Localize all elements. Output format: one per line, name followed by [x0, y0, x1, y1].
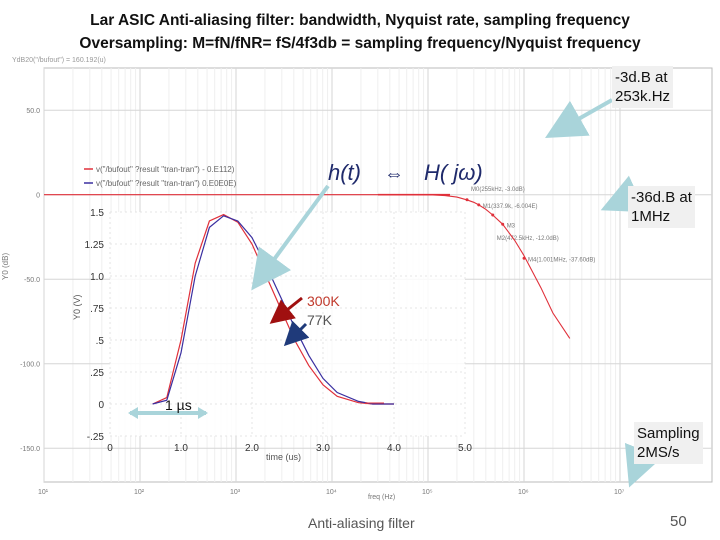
time-y-tick-label: 1.5 [90, 208, 104, 219]
callout-3db-line2: 253k.Hz [615, 88, 671, 105]
freq-x-tick-label: 10⁶ [518, 489, 529, 496]
callout-36db [628, 186, 695, 228]
time-y-tick-label: .25 [90, 368, 104, 379]
callout-sampling-line1: Sampling [637, 425, 700, 442]
time-y-tick-label: -.25 [86, 432, 104, 443]
freq-marker-label: M2(472.5kHz, -12.0dB) [496, 236, 559, 243]
time-x-tick-label: 4.0 [387, 443, 401, 454]
freq-marker-label: M1(337.9k, -6.004E) [482, 203, 538, 210]
freq-marker-label: M0(255kHz, -3.0dB) [471, 186, 525, 193]
time-x-axis-label: time (us) [266, 452, 302, 462]
callout-36db-line2: 1MHz [631, 208, 671, 225]
callout-36db-line1: -36d.B at [631, 189, 692, 206]
equation-arrow: ⇔ [384, 163, 404, 185]
time-x-tick-label: 2.0 [245, 443, 259, 454]
time-x-tick-label: 5.0 [458, 443, 472, 454]
freq-x-tick-label: 10³ [230, 489, 241, 496]
freq-marker-label: M4(1.001MHz, -37.60dB) [528, 257, 596, 264]
freq-header: YdB20("/bufout") = 160.192(u) [12, 57, 106, 64]
time-y-tick-label: 1.0 [90, 272, 104, 283]
time-y-axis-label: Y0 (V) [72, 294, 82, 320]
callout-3db-line1: -3d.B at [615, 69, 668, 86]
callout-3db [612, 66, 673, 108]
time-y-tick-label: .75 [90, 304, 104, 315]
freq-x-tick-label: 10¹ [38, 489, 49, 496]
time-y-tick-label: .5 [95, 336, 104, 347]
title-prefix: Oversampling: [79, 35, 193, 52]
time-y-tick-label: 0 [98, 400, 104, 411]
callout-sampling-line2: 2MS/s [637, 444, 680, 461]
freq-y-tick-label: 50.0 [26, 108, 40, 116]
freq-y-tick-label: -100.0 [20, 361, 40, 369]
freq-x-tick-label: 10⁴ [326, 489, 337, 496]
freq-y-tick-label: -50.0 [24, 277, 40, 285]
freq-x-axis-label: freq (Hz) [368, 494, 396, 501]
callout-sampling [634, 422, 703, 464]
freq-y-axis-label: Y0 (dB) [1, 252, 10, 280]
equation-lhs: h(t) [328, 160, 361, 185]
freq-y-tick-label: 0 [36, 192, 40, 200]
freq-y-tick-label: -150.0 [20, 446, 40, 454]
time-y-tick-label: 1.25 [84, 240, 104, 251]
equation-rhs: H( jω) [424, 160, 483, 185]
time-x-tick-label: 3.0 [316, 443, 330, 454]
freq-x-tick-label: 10² [134, 489, 145, 496]
freq-x-tick-label: 10⁷ [614, 489, 625, 496]
time-x-tick-label: 0 [107, 443, 113, 454]
time-legend-entry: v("/bufout" ?result "tran-tran") - 0.E112) [96, 165, 235, 174]
title-suffix: = sampling frequency/Nyquist frequency [336, 35, 641, 52]
time-legend [84, 165, 237, 188]
time-x-tick-label: 1.0 [174, 443, 188, 454]
title-formula: M=fN/fNR= fS/4f3db [192, 35, 337, 52]
freq-marker-label: M3 [506, 223, 516, 230]
page-number: 50 [670, 513, 687, 530]
freq-x-tick-label: 10⁵ [422, 489, 433, 496]
slide-title-line1: Lar ASIC Anti-aliasing filter: bandwidth, Nyquist rate, sampling frequency [90, 12, 630, 29]
label-one-us: 1 µs [165, 397, 192, 413]
time-legend-entry: v("/bufout" ?result "tran-tran") 0.E0E0E) [96, 179, 237, 188]
label-77k: 77K [307, 312, 332, 328]
label-300k: 300K [307, 293, 340, 309]
footer-title: Anti-aliasing filter [308, 515, 415, 531]
